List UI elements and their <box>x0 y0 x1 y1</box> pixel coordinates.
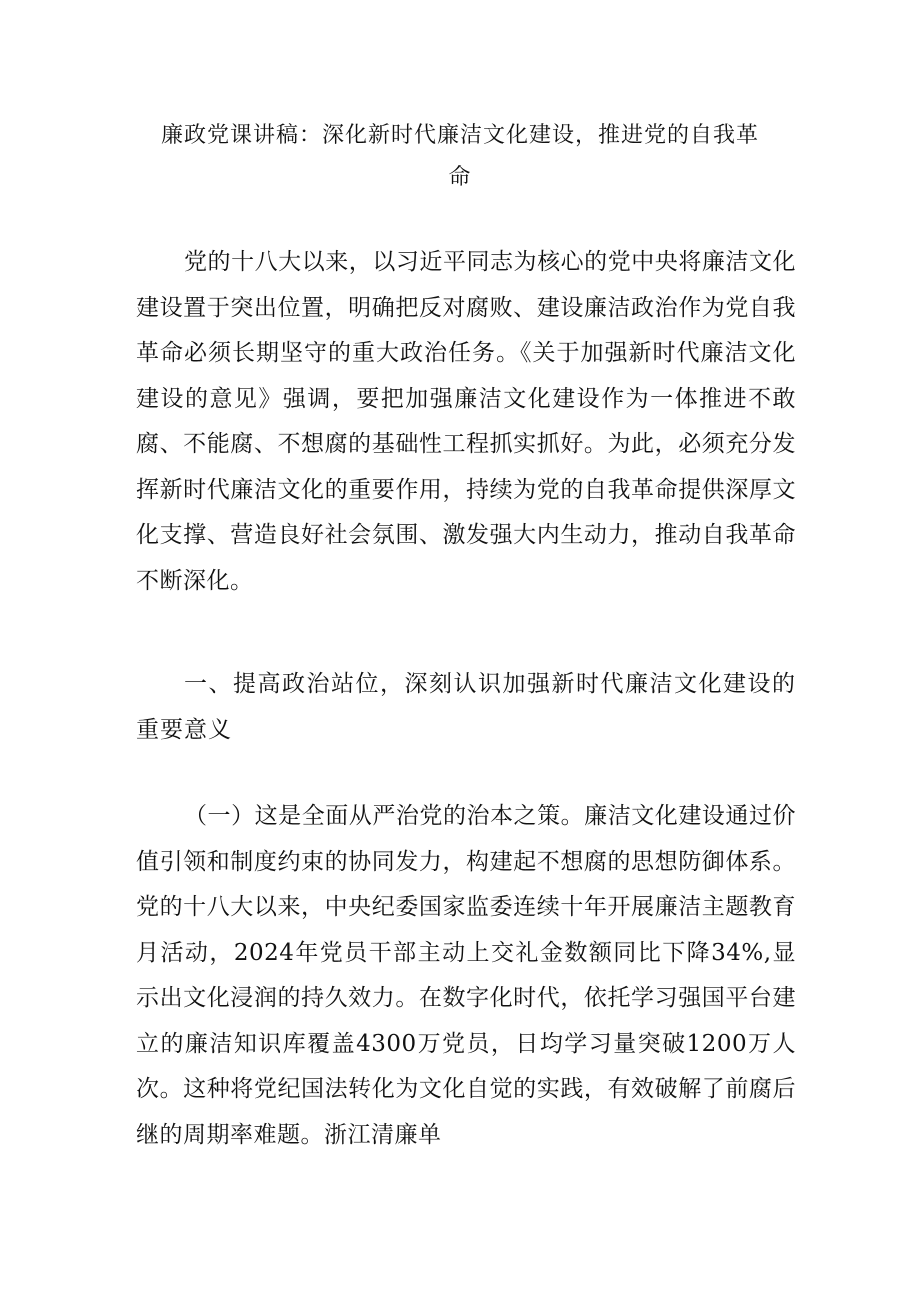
document-title-line-1: 廉政党课讲稿：深化新时代廉洁文化建设，推进党的自我革 <box>160 123 759 148</box>
subsection-paragraph-1: （一）这是全面从严治党的治本之策。廉洁文化建设通过价值引领和制度约束的协同发力，构建起不想腐的思想防御体系。党的十八大以来，中央纪委国家监委连续十年开展廉洁主题教育月活动，2024年党员干部主动上交礼金数额同比下降34%,显示出文化浸润的持久效力。在数字化时代，依托学习强国平台建立的廉洁知识库覆盖4300万党员，日均学习量突破1200万人次。这种将党纪国法转化为文化自觉的实践，有效破解了前腐后继的周期率难题。浙江清廉单 <box>136 803 796 1148</box>
intro-paragraph: 党的十八大以来，以习近平同志为核心的党中央将廉洁文化建设置于突出位置，明确把反对腐败、建设廉洁政治作为党自我革命必须长期坚守的重大政治任务。《关于加强新时代廉洁文化建设的意见》强调，要把加强廉洁文化建设作为一体推进不敢腐、不能腐、不想腐的基础性工程抓实抓好。为此，必须充分发挥新时代廉洁文化的重要作用，持续为党的自我革命提供深厚文化支撑、营造良好社会氛围、激发强大内生动力，推动自我革命不断深化。 <box>136 249 796 594</box>
section-heading-1: 一、提高政治站位，深刻认识加强新时代廉洁文化建设的重要意义 <box>136 671 796 743</box>
document-title-line-2: 命 <box>448 165 472 190</box>
